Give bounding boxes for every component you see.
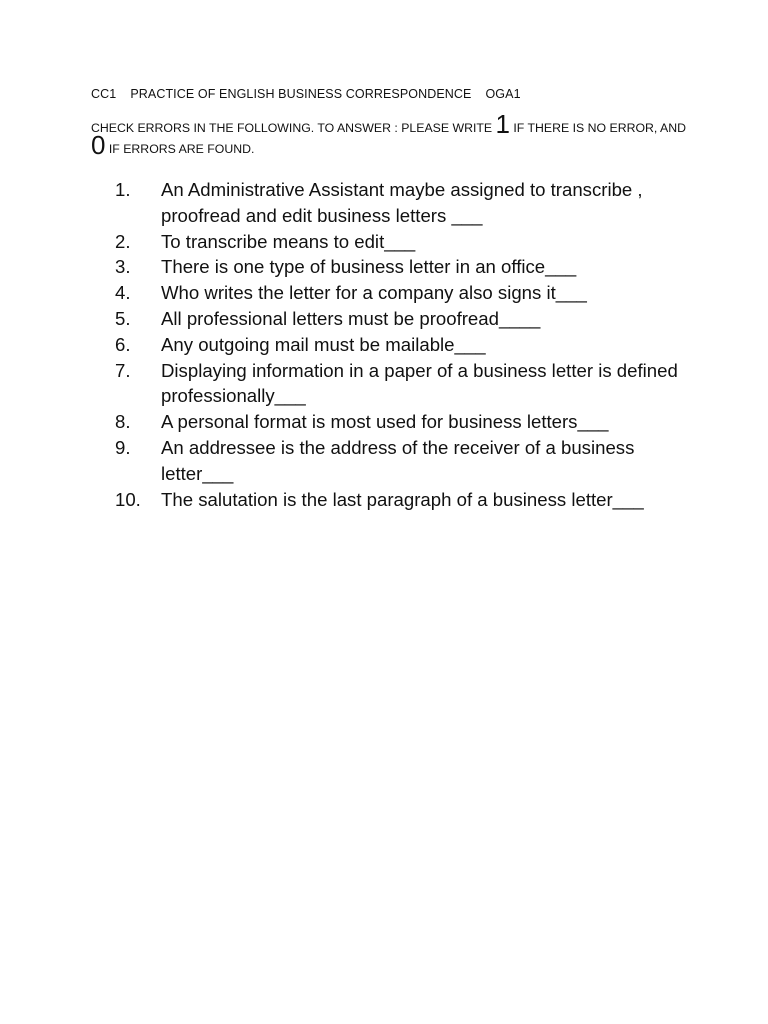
question-number: 10. — [115, 488, 141, 510]
question-list — [91, 177, 691, 512]
question-text: There is one type of business letter in an office___ — [161, 256, 577, 278]
question-text: Displaying information in a paper of a business letter is defined professionally___ — [161, 359, 678, 407]
instructions-text-1: CHECK ERRORS IN THE FOLLOWING. TO ANSWER : PLEASE WRITE — [91, 121, 496, 135]
question-number: 9. — [115, 436, 131, 458]
no-error-value: 1 — [495, 109, 510, 139]
question-text: The salutation is the last paragraph of a business letter___ — [161, 488, 644, 510]
question-item — [91, 280, 691, 306]
question-text: An addressee is the address of the receiver of a business letter___ — [161, 436, 635, 484]
question-item — [91, 177, 691, 229]
question-text: Who writes the letter for a company also signs it___ — [161, 282, 587, 304]
course-code: CC1 — [91, 87, 117, 101]
question-item — [91, 358, 691, 410]
instructions — [91, 109, 691, 160]
question-text: A personal format is most used for business letters___ — [161, 411, 609, 433]
question-item — [91, 332, 691, 358]
document-header — [91, 87, 535, 101]
question-number: 3. — [115, 256, 131, 278]
question-text: To transcribe means to edit___ — [161, 230, 416, 252]
error-value: 0 — [91, 130, 106, 160]
question-number: 8. — [115, 411, 131, 433]
question-number: 1. — [115, 179, 131, 200]
question-item — [91, 409, 691, 435]
question-text: All professional letters must be proofread____ — [161, 307, 541, 329]
question-number: 2. — [115, 230, 131, 252]
instructions-text-2: IF THERE IS NO ERROR, AND — [509, 121, 687, 135]
question-number: 7. — [115, 359, 131, 381]
question-item — [91, 487, 691, 513]
question-item — [91, 306, 691, 332]
question-item — [91, 229, 691, 255]
question-number: 6. — [115, 333, 131, 355]
question-text: An Administrative Assistant maybe assigned to transcribe , proofread and edit business letters ___ — [161, 179, 643, 226]
group-code: OGA1 — [485, 87, 521, 101]
question-item — [91, 254, 691, 280]
document-title: PRACTICE OF ENGLISH BUSINESS CORRESPONDENCE — [130, 87, 472, 101]
question-item — [91, 435, 691, 487]
question-number: 4. — [115, 282, 131, 304]
question-text: Any outgoing mail must be mailable___ — [161, 333, 486, 355]
instructions-text-3: IF ERRORS ARE FOUND. — [105, 142, 255, 156]
question-number: 5. — [115, 307, 131, 329]
